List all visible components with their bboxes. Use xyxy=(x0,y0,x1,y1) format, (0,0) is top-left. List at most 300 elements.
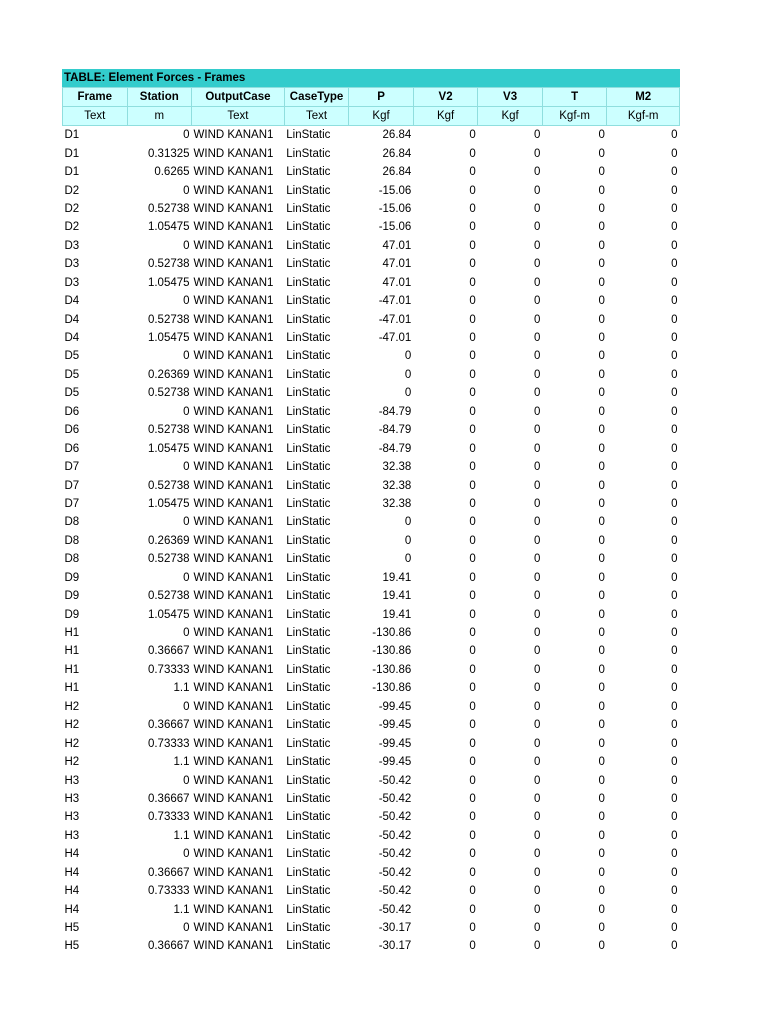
cell-m2[interactable]: 0 xyxy=(671,295,678,308)
cell-casetype[interactable]: LinStatic xyxy=(286,350,331,363)
cell-frame[interactable]: D8 xyxy=(64,516,80,529)
cell-p[interactable]: 32.38 xyxy=(382,479,412,492)
cell-station[interactable]: 0 xyxy=(183,571,190,584)
cell-frame[interactable]: H5 xyxy=(64,922,80,935)
cell-m2[interactable]: 0 xyxy=(671,202,678,215)
cell-p[interactable]: -130.86 xyxy=(372,627,412,640)
cell-v3[interactable]: 0 xyxy=(533,516,541,529)
cell-m2[interactable]: 0 xyxy=(671,276,678,289)
cell-v3[interactable]: 0 xyxy=(533,866,541,879)
cell-casetype[interactable]: LinStatic xyxy=(286,387,331,400)
cell-station[interactable]: 0.52738 xyxy=(147,553,190,566)
cell-v3[interactable]: 0 xyxy=(533,276,541,289)
cell-frame[interactable]: D9 xyxy=(64,571,80,584)
cell-v2[interactable]: 0 xyxy=(469,940,476,953)
cell-station[interactable]: 0 xyxy=(183,774,190,787)
cell-m2[interactable]: 0 xyxy=(671,774,678,787)
cell-v3[interactable]: 0 xyxy=(533,811,541,824)
cell-v3[interactable]: 0 xyxy=(533,295,541,308)
cell-v3[interactable]: 0 xyxy=(533,737,541,750)
cell-p[interactable]: -99.45 xyxy=(378,719,412,732)
cell-v3[interactable]: 0 xyxy=(533,239,541,252)
cell-outputcase[interactable]: WIND KANAN1 xyxy=(193,221,274,234)
cell-m2[interactable]: 0 xyxy=(671,682,678,695)
cell-v2[interactable]: 0 xyxy=(469,700,476,713)
cell-p[interactable]: 47.01 xyxy=(382,258,412,271)
cell-p[interactable]: -50.42 xyxy=(378,829,412,842)
cell-outputcase[interactable]: WIND KANAN1 xyxy=(193,682,274,695)
cell-v3[interactable]: 0 xyxy=(533,350,541,363)
cell-v2[interactable]: 0 xyxy=(469,756,476,769)
cell-t[interactable]: 0 xyxy=(598,737,605,750)
cell-v3[interactable]: 0 xyxy=(533,442,541,455)
cell-v2[interactable]: 0 xyxy=(469,627,476,640)
cell-casetype[interactable]: LinStatic xyxy=(286,202,331,215)
cell-t[interactable]: 0 xyxy=(598,534,605,547)
cell-frame[interactable]: D4 xyxy=(64,313,80,326)
cell-m2[interactable]: 0 xyxy=(671,553,678,566)
column-header-frame[interactable]: Frame xyxy=(63,88,128,107)
cell-t[interactable]: 0 xyxy=(598,608,605,621)
cell-t[interactable]: 0 xyxy=(598,147,605,160)
cell-frame[interactable]: H3 xyxy=(64,811,80,824)
cell-outputcase[interactable]: WIND KANAN1 xyxy=(193,645,274,658)
cell-outputcase[interactable]: WIND KANAN1 xyxy=(193,368,274,381)
cell-v2[interactable]: 0 xyxy=(469,276,476,289)
cell-p[interactable]: 19.41 xyxy=(382,608,412,621)
cell-v2[interactable]: 0 xyxy=(469,461,476,474)
cell-outputcase[interactable]: WIND KANAN1 xyxy=(193,571,274,584)
cell-t[interactable]: 0 xyxy=(598,829,605,842)
cell-t[interactable]: 0 xyxy=(598,387,605,400)
cell-v2[interactable]: 0 xyxy=(469,811,476,824)
cell-t[interactable]: 0 xyxy=(598,424,605,437)
cell-t[interactable]: 0 xyxy=(598,811,605,824)
cell-frame[interactable]: H4 xyxy=(64,848,80,861)
column-header-outputcase[interactable]: OutputCase xyxy=(192,88,285,107)
cell-m2[interactable]: 0 xyxy=(671,645,678,658)
cell-casetype[interactable]: LinStatic xyxy=(286,903,331,916)
cell-v2[interactable]: 0 xyxy=(469,332,476,345)
cell-t[interactable]: 0 xyxy=(598,202,605,215)
cell-casetype[interactable]: LinStatic xyxy=(286,461,331,474)
cell-v2[interactable]: 0 xyxy=(469,202,476,215)
cell-frame[interactable]: D4 xyxy=(64,295,80,308)
cell-casetype[interactable]: LinStatic xyxy=(286,774,331,787)
cell-casetype[interactable]: LinStatic xyxy=(286,221,331,234)
cell-v2[interactable]: 0 xyxy=(469,258,476,271)
cell-station[interactable]: 0 xyxy=(183,350,190,363)
cell-frame[interactable]: H3 xyxy=(64,829,80,842)
cell-station[interactable]: 0 xyxy=(183,129,190,142)
cell-t[interactable]: 0 xyxy=(598,368,605,381)
cell-t[interactable]: 0 xyxy=(598,663,605,676)
cell-p[interactable]: -99.45 xyxy=(378,756,412,769)
cell-casetype[interactable]: LinStatic xyxy=(286,166,331,179)
cell-v2[interactable]: 0 xyxy=(469,368,476,381)
cell-frame[interactable]: D3 xyxy=(64,258,80,271)
cell-m2[interactable]: 0 xyxy=(671,313,678,326)
cell-t[interactable]: 0 xyxy=(598,258,605,271)
cell-outputcase[interactable]: WIND KANAN1 xyxy=(193,147,274,160)
cell-p[interactable]: 0 xyxy=(404,534,412,547)
cell-m2[interactable]: 0 xyxy=(671,147,678,160)
cell-v3[interactable]: 0 xyxy=(533,627,541,640)
cell-casetype[interactable]: LinStatic xyxy=(286,276,331,289)
cell-outputcase[interactable]: WIND KANAN1 xyxy=(193,202,274,215)
cell-frame[interactable]: D6 xyxy=(64,424,80,437)
cell-m2[interactable]: 0 xyxy=(671,866,678,879)
cell-p[interactable]: -30.17 xyxy=(378,922,412,935)
cell-frame[interactable]: D3 xyxy=(64,276,80,289)
cell-t[interactable]: 0 xyxy=(598,295,605,308)
cell-outputcase[interactable]: WIND KANAN1 xyxy=(193,885,274,898)
cell-frame[interactable]: D2 xyxy=(64,202,80,215)
cell-t[interactable]: 0 xyxy=(598,184,605,197)
cell-frame[interactable]: D2 xyxy=(64,184,80,197)
cell-p[interactable]: -130.86 xyxy=(372,663,412,676)
cell-v2[interactable]: 0 xyxy=(469,442,476,455)
cell-t[interactable]: 0 xyxy=(598,922,605,935)
cell-v3[interactable]: 0 xyxy=(533,129,541,142)
cell-v3[interactable]: 0 xyxy=(533,387,541,400)
cell-p[interactable]: 0 xyxy=(404,350,412,363)
cell-p[interactable]: -84.79 xyxy=(378,424,412,437)
cell-outputcase[interactable]: WIND KANAN1 xyxy=(193,516,274,529)
column-header-m2[interactable]: M2 xyxy=(607,88,680,107)
cell-outputcase[interactable]: WIND KANAN1 xyxy=(193,479,274,492)
unit-frame[interactable]: Text xyxy=(63,107,128,126)
cell-m2[interactable]: 0 xyxy=(671,221,678,234)
cell-p[interactable]: 47.01 xyxy=(382,239,412,252)
cell-station[interactable]: 1.05475 xyxy=(147,221,190,234)
cell-m2[interactable]: 0 xyxy=(671,184,678,197)
cell-frame[interactable]: D6 xyxy=(64,442,80,455)
cell-m2[interactable]: 0 xyxy=(671,387,678,400)
cell-t[interactable]: 0 xyxy=(598,276,605,289)
column-header-v3[interactable]: V3 xyxy=(478,88,543,107)
cell-casetype[interactable]: LinStatic xyxy=(286,829,331,842)
cell-v3[interactable]: 0 xyxy=(533,405,541,418)
cell-p[interactable]: -30.17 xyxy=(378,940,412,953)
cell-outputcase[interactable]: WIND KANAN1 xyxy=(193,313,274,326)
cell-m2[interactable]: 0 xyxy=(671,405,678,418)
cell-outputcase[interactable]: WIND KANAN1 xyxy=(193,461,274,474)
cell-v3[interactable]: 0 xyxy=(533,792,541,805)
cell-frame[interactable]: H1 xyxy=(64,663,80,676)
cell-v2[interactable]: 0 xyxy=(469,590,476,603)
cell-v3[interactable]: 0 xyxy=(533,608,541,621)
cell-p[interactable]: -130.86 xyxy=(372,645,412,658)
cell-v3[interactable]: 0 xyxy=(533,756,541,769)
cell-m2[interactable]: 0 xyxy=(671,350,678,363)
cell-m2[interactable]: 0 xyxy=(671,479,678,492)
cell-v3[interactable]: 0 xyxy=(533,221,541,234)
cell-v2[interactable]: 0 xyxy=(469,479,476,492)
cell-v2[interactable]: 0 xyxy=(469,239,476,252)
cell-t[interactable]: 0 xyxy=(598,497,605,510)
cell-p[interactable]: -50.42 xyxy=(378,792,412,805)
cell-outputcase[interactable]: WIND KANAN1 xyxy=(193,276,274,289)
cell-station[interactable]: 0.52738 xyxy=(147,424,190,437)
cell-m2[interactable]: 0 xyxy=(671,239,678,252)
cell-casetype[interactable]: LinStatic xyxy=(286,811,331,824)
cell-v2[interactable]: 0 xyxy=(469,885,476,898)
cell-p[interactable]: -50.42 xyxy=(378,848,412,861)
cell-m2[interactable]: 0 xyxy=(671,332,678,345)
cell-p[interactable]: -99.45 xyxy=(378,700,412,713)
cell-m2[interactable]: 0 xyxy=(671,903,678,916)
cell-m2[interactable]: 0 xyxy=(671,516,678,529)
cell-outputcase[interactable]: WIND KANAN1 xyxy=(193,387,274,400)
cell-casetype[interactable]: LinStatic xyxy=(286,405,331,418)
cell-frame[interactable]: H4 xyxy=(64,903,80,916)
cell-p[interactable]: -15.06 xyxy=(378,202,412,215)
cell-v3[interactable]: 0 xyxy=(533,663,541,676)
cell-frame[interactable]: D8 xyxy=(64,534,80,547)
cell-frame[interactable]: H1 xyxy=(64,627,80,640)
cell-p[interactable]: -50.42 xyxy=(378,774,412,787)
cell-outputcase[interactable]: WIND KANAN1 xyxy=(193,553,274,566)
cell-m2[interactable]: 0 xyxy=(671,848,678,861)
cell-station[interactable]: 0 xyxy=(183,700,190,713)
column-header-p[interactable]: P xyxy=(349,88,414,107)
cell-station[interactable]: 0.52738 xyxy=(147,387,190,400)
cell-station[interactable]: 0 xyxy=(183,627,190,640)
cell-outputcase[interactable]: WIND KANAN1 xyxy=(193,922,274,935)
cell-m2[interactable]: 0 xyxy=(671,571,678,584)
cell-v2[interactable]: 0 xyxy=(469,792,476,805)
cell-outputcase[interactable]: WIND KANAN1 xyxy=(193,756,274,769)
cell-t[interactable]: 0 xyxy=(598,571,605,584)
cell-station[interactable]: 1.05475 xyxy=(147,442,190,455)
cell-outputcase[interactable]: WIND KANAN1 xyxy=(193,792,274,805)
cell-v2[interactable]: 0 xyxy=(469,719,476,732)
cell-m2[interactable]: 0 xyxy=(671,129,678,142)
cell-station[interactable]: 0 xyxy=(183,405,190,418)
cell-v3[interactable]: 0 xyxy=(533,774,541,787)
cell-casetype[interactable]: LinStatic xyxy=(286,700,331,713)
cell-m2[interactable]: 0 xyxy=(671,166,678,179)
cell-casetype[interactable]: LinStatic xyxy=(286,590,331,603)
cell-v3[interactable]: 0 xyxy=(533,147,541,160)
cell-frame[interactable]: H2 xyxy=(64,700,80,713)
cell-p[interactable]: 32.38 xyxy=(382,497,412,510)
cell-outputcase[interactable]: WIND KANAN1 xyxy=(193,424,274,437)
cell-frame[interactable]: H2 xyxy=(64,756,80,769)
cell-station[interactable]: 0 xyxy=(183,461,190,474)
cell-outputcase[interactable]: WIND KANAN1 xyxy=(193,829,274,842)
cell-casetype[interactable]: LinStatic xyxy=(286,184,331,197)
cell-station[interactable]: 1.05475 xyxy=(147,332,190,345)
cell-t[interactable]: 0 xyxy=(598,682,605,695)
cell-t[interactable]: 0 xyxy=(598,166,605,179)
cell-casetype[interactable]: LinStatic xyxy=(286,719,331,732)
cell-station[interactable]: 0.6265 xyxy=(154,166,190,179)
cell-m2[interactable]: 0 xyxy=(671,885,678,898)
cell-outputcase[interactable]: WIND KANAN1 xyxy=(193,700,274,713)
cell-p[interactable]: 32.38 xyxy=(382,461,412,474)
cell-casetype[interactable]: LinStatic xyxy=(286,922,331,935)
cell-frame[interactable]: D1 xyxy=(64,166,80,179)
cell-station[interactable]: 0.52738 xyxy=(147,479,190,492)
unit-station[interactable]: m xyxy=(127,107,192,126)
cell-outputcase[interactable]: WIND KANAN1 xyxy=(193,774,274,787)
cell-outputcase[interactable]: WIND KANAN1 xyxy=(193,811,274,824)
cell-casetype[interactable]: LinStatic xyxy=(286,424,331,437)
cell-outputcase[interactable]: WIND KANAN1 xyxy=(193,442,274,455)
cell-outputcase[interactable]: WIND KANAN1 xyxy=(193,590,274,603)
cell-station[interactable]: 0.36667 xyxy=(147,866,190,879)
cell-t[interactable]: 0 xyxy=(598,516,605,529)
cell-v2[interactable]: 0 xyxy=(469,922,476,935)
cell-outputcase[interactable]: WIND KANAN1 xyxy=(193,719,274,732)
cell-frame[interactable]: D1 xyxy=(64,129,80,142)
cell-v2[interactable]: 0 xyxy=(469,774,476,787)
cell-casetype[interactable]: LinStatic xyxy=(286,682,331,695)
cell-v3[interactable]: 0 xyxy=(533,258,541,271)
cell-outputcase[interactable]: WIND KANAN1 xyxy=(193,663,274,676)
cell-v2[interactable]: 0 xyxy=(469,682,476,695)
cell-casetype[interactable]: LinStatic xyxy=(286,313,331,326)
cell-frame[interactable]: D2 xyxy=(64,221,80,234)
cell-p[interactable]: -47.01 xyxy=(378,295,412,308)
cell-t[interactable]: 0 xyxy=(598,645,605,658)
cell-p[interactable]: 47.01 xyxy=(382,276,412,289)
cell-t[interactable]: 0 xyxy=(598,700,605,713)
cell-casetype[interactable]: LinStatic xyxy=(286,885,331,898)
cell-frame[interactable]: H3 xyxy=(64,792,80,805)
cell-p[interactable]: 26.84 xyxy=(382,147,412,160)
cell-v3[interactable]: 0 xyxy=(533,368,541,381)
cell-t[interactable]: 0 xyxy=(598,903,605,916)
unit-v2[interactable]: Kgf xyxy=(413,107,478,126)
cell-casetype[interactable]: LinStatic xyxy=(286,497,331,510)
cell-frame[interactable]: H1 xyxy=(64,645,80,658)
column-header-v2[interactable]: V2 xyxy=(413,88,478,107)
cell-v2[interactable]: 0 xyxy=(469,147,476,160)
cell-v2[interactable]: 0 xyxy=(469,221,476,234)
cell-p[interactable]: -50.42 xyxy=(378,885,412,898)
cell-outputcase[interactable]: WIND KANAN1 xyxy=(193,295,274,308)
cell-station[interactable]: 0 xyxy=(183,516,190,529)
cell-outputcase[interactable]: WIND KANAN1 xyxy=(193,497,274,510)
cell-v2[interactable]: 0 xyxy=(469,424,476,437)
cell-p[interactable]: -15.06 xyxy=(378,184,412,197)
cell-m2[interactable]: 0 xyxy=(671,461,678,474)
cell-casetype[interactable]: LinStatic xyxy=(286,368,331,381)
cell-casetype[interactable]: LinStatic xyxy=(286,792,331,805)
cell-v3[interactable]: 0 xyxy=(533,903,541,916)
cell-v3[interactable]: 0 xyxy=(533,534,541,547)
cell-v2[interactable]: 0 xyxy=(469,571,476,584)
cell-outputcase[interactable]: WIND KANAN1 xyxy=(193,737,274,750)
cell-casetype[interactable]: LinStatic xyxy=(286,332,331,345)
cell-casetype[interactable]: LinStatic xyxy=(286,737,331,750)
cell-v2[interactable]: 0 xyxy=(469,848,476,861)
cell-p[interactable]: -50.42 xyxy=(378,866,412,879)
cell-casetype[interactable]: LinStatic xyxy=(286,147,331,160)
cell-station[interactable]: 1.1 xyxy=(173,903,190,916)
cell-v2[interactable]: 0 xyxy=(469,313,476,326)
cell-v2[interactable]: 0 xyxy=(469,166,476,179)
unit-outputcase[interactable]: Text xyxy=(192,107,285,126)
column-header-t[interactable]: T xyxy=(542,88,607,107)
cell-station[interactable]: 0.26369 xyxy=(147,368,190,381)
cell-m2[interactable]: 0 xyxy=(671,497,678,510)
cell-m2[interactable]: 0 xyxy=(671,737,678,750)
cell-p[interactable]: -15.06 xyxy=(378,221,412,234)
cell-v3[interactable]: 0 xyxy=(533,829,541,842)
cell-t[interactable]: 0 xyxy=(598,313,605,326)
cell-outputcase[interactable]: WIND KANAN1 xyxy=(193,129,274,142)
cell-station[interactable]: 0.73333 xyxy=(147,811,190,824)
cell-v3[interactable]: 0 xyxy=(533,719,541,732)
cell-outputcase[interactable]: WIND KANAN1 xyxy=(193,627,274,640)
cell-p[interactable]: 0 xyxy=(404,553,412,566)
cell-p[interactable]: 19.41 xyxy=(382,571,412,584)
cell-v3[interactable]: 0 xyxy=(533,497,541,510)
cell-p[interactable]: -84.79 xyxy=(378,442,412,455)
cell-v3[interactable]: 0 xyxy=(533,848,541,861)
cell-station[interactable]: 0 xyxy=(183,848,190,861)
cell-station[interactable]: 1.1 xyxy=(173,829,190,842)
cell-t[interactable]: 0 xyxy=(598,627,605,640)
cell-station[interactable]: 0.73333 xyxy=(147,663,190,676)
cell-v3[interactable]: 0 xyxy=(533,682,541,695)
cell-frame[interactable]: D3 xyxy=(64,239,80,252)
cell-v2[interactable]: 0 xyxy=(469,534,476,547)
cell-v2[interactable]: 0 xyxy=(469,295,476,308)
cell-outputcase[interactable]: WIND KANAN1 xyxy=(193,184,274,197)
cell-station[interactable]: 1.05475 xyxy=(147,497,190,510)
cell-v3[interactable]: 0 xyxy=(533,461,541,474)
cell-p[interactable]: -50.42 xyxy=(378,811,412,824)
cell-outputcase[interactable]: WIND KANAN1 xyxy=(193,166,274,179)
cell-station[interactable]: 0.52738 xyxy=(147,313,190,326)
cell-m2[interactable]: 0 xyxy=(671,756,678,769)
cell-station[interactable]: 0 xyxy=(183,295,190,308)
cell-v2[interactable]: 0 xyxy=(469,663,476,676)
cell-outputcase[interactable]: WIND KANAN1 xyxy=(193,940,274,953)
cell-casetype[interactable]: LinStatic xyxy=(286,645,331,658)
cell-casetype[interactable]: LinStatic xyxy=(286,663,331,676)
cell-v2[interactable]: 0 xyxy=(469,497,476,510)
cell-v3[interactable]: 0 xyxy=(533,885,541,898)
cell-v2[interactable]: 0 xyxy=(469,350,476,363)
cell-station[interactable]: 0.26369 xyxy=(147,534,190,547)
cell-v2[interactable]: 0 xyxy=(469,866,476,879)
cell-m2[interactable]: 0 xyxy=(671,368,678,381)
cell-m2[interactable]: 0 xyxy=(671,608,678,621)
cell-t[interactable]: 0 xyxy=(598,940,605,953)
cell-outputcase[interactable]: WIND KANAN1 xyxy=(193,258,274,271)
cell-m2[interactable]: 0 xyxy=(671,719,678,732)
cell-station[interactable]: 0.73333 xyxy=(147,885,190,898)
cell-m2[interactable]: 0 xyxy=(671,829,678,842)
cell-v3[interactable]: 0 xyxy=(533,332,541,345)
cell-station[interactable]: 0.52738 xyxy=(147,258,190,271)
cell-p[interactable]: -50.42 xyxy=(378,903,412,916)
cell-outputcase[interactable]: WIND KANAN1 xyxy=(193,903,274,916)
cell-station[interactable]: 0 xyxy=(183,239,190,252)
cell-v3[interactable]: 0 xyxy=(533,479,541,492)
cell-m2[interactable]: 0 xyxy=(671,590,678,603)
cell-frame[interactable]: D5 xyxy=(64,387,80,400)
cell-t[interactable]: 0 xyxy=(598,792,605,805)
cell-casetype[interactable]: LinStatic xyxy=(286,239,331,252)
cell-v3[interactable]: 0 xyxy=(533,553,541,566)
